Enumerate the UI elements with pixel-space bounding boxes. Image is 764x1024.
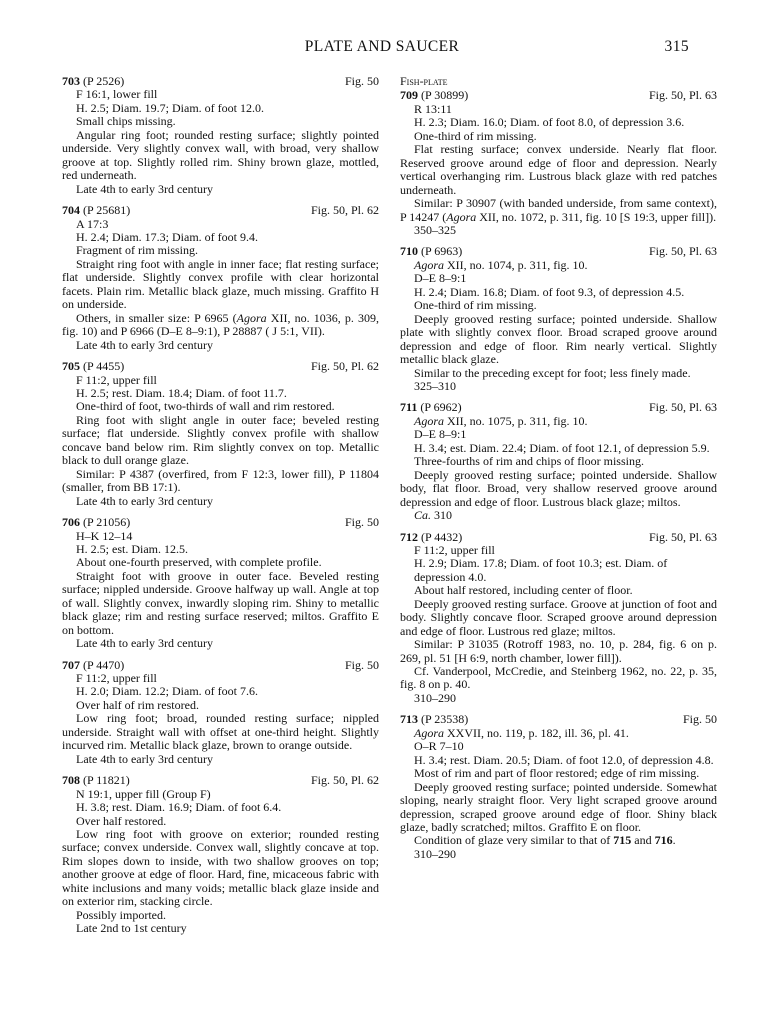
figure-reference: Fig. 50 xyxy=(682,712,717,727)
date-line: 325–310 xyxy=(414,378,456,393)
condition-line: About half restored, including center of floor. xyxy=(414,583,633,598)
date-line: Late 4th to early 3rd century xyxy=(76,493,213,508)
similar-text: Similar: P 30907 (with banded underside, from same context), P 14247 ( xyxy=(400,196,717,224)
agora-title: Agora xyxy=(414,725,444,740)
inventory-number: (P 2526) xyxy=(83,74,125,88)
similar-note: Similar: P 4387 (overfired, from F 12:3, lower fill), P 11804 (smaller, from BB 17:1). xyxy=(62,466,379,495)
inventory-number: (P 25681) xyxy=(83,203,131,218)
entry-number: 711 xyxy=(400,400,418,415)
cross-reference-716: 716 xyxy=(654,833,673,848)
running-head xyxy=(0,38,764,58)
figure-reference: Fig. 50, Pl. 63 xyxy=(648,400,717,415)
entry-number: 704 xyxy=(62,203,80,218)
date-line: Late 4th to early 3rd century xyxy=(76,636,213,651)
dimensions-line: H. 2.4; Diam. 16.8; Diam. of foot 9.3, of depression 4.5. xyxy=(414,284,685,299)
note-text: . xyxy=(672,833,676,848)
entry-header xyxy=(62,75,379,88)
similar-note: Similar to the preceding except for foot; less finely made. xyxy=(414,365,691,380)
description: Low ring foot with groove on exterior; rounded resting surface; convex underside. Convex wall, slightly concave at top. Rim slopes down to inside, with two shallow grooves on top; another groove at edge of floor. Hard, fine, micaceous fabric with white inclusions and many voids; metallic black glaze inside and on exterior rim, stacking circle. xyxy=(62,827,379,909)
description: Angular ring foot; rounded resting surface; slightly pointed underside. Very slightly convex wall, with broad, very shallow groove at top. Slightly rolled rim. Shiny brown glaze, mottled, red underneath. xyxy=(62,127,379,183)
others-text: XII, no. 1036, p. 309, fig. 10) and P 6966 (D–E 8–9:1), P 28887 ( J 5:1, VII). xyxy=(62,310,379,339)
figure-reference: Fig. 50 xyxy=(344,74,379,88)
date-line: 310–290 xyxy=(414,690,456,705)
description: Flat resting surface; convex underside. Nearly flat floor. Reserved groove around edge of floor and depression. Nearly vertical overhanging rim. Lustrous black glaze with red patches underneath. xyxy=(400,142,717,197)
figure-reference: Fig. 50, Pl. 62 xyxy=(310,203,379,218)
entry-header xyxy=(62,774,379,787)
deposit-line: O–R 7–10 xyxy=(414,739,464,754)
figure-reference: Fig. 50, Pl. 63 xyxy=(648,244,717,259)
description: Deeply grooved resting surface; pointed underside. Shallow plate with slightly convex floor. Broad scraped groove around depression and edge of floor. Rim nearly vertical. Slightly metallic black glaze. xyxy=(400,311,717,367)
section-title: Fish-plate xyxy=(400,74,448,88)
entry-number: 708 xyxy=(62,773,80,788)
deposit-line: A 17:3 xyxy=(76,216,109,231)
entry-header xyxy=(62,204,379,217)
inventory-number: (P 4470) xyxy=(83,657,125,672)
others-text: Others, in smaller size: P 6965 ( xyxy=(76,310,237,325)
catalogue-entry-707 xyxy=(62,659,379,767)
inventory-number: (P 23538) xyxy=(421,712,469,727)
description: Straight foot with groove in outer face. Beveled resting surface; nippled underside. Groove halfway up wall. Angle at top of wall. Slightly convex, inwardly sloping rim. Shiny to metallic black glaze; rim and resting surface reserved; miltos. Graffito E on bottom. xyxy=(62,568,379,637)
agora-title: Agora xyxy=(414,257,444,272)
right-column xyxy=(400,75,717,869)
left-column xyxy=(62,75,379,944)
entry-header xyxy=(400,713,717,726)
figure-reference: Fig. 50, Pl. 62 xyxy=(310,359,379,374)
date-line: Late 4th to early 3rd century xyxy=(76,181,213,196)
agora-title: Agora xyxy=(236,310,267,325)
deposit-line: F 11:2, upper fill xyxy=(76,671,157,686)
cross-reference-715: 715 xyxy=(613,833,632,848)
inventory-number: (P 30899) xyxy=(421,88,469,103)
description: Straight ring foot with angle in inner face; flat resting surface; flat underside. Slightly convex profile with clear horizontal facets. Plain rim. Metallic black glaze, much missing. Graffito H on underside. xyxy=(62,256,379,312)
entry-header xyxy=(62,516,379,529)
date-line: Late 2nd to 1st century xyxy=(76,921,187,936)
page-number: 315 xyxy=(664,38,689,55)
figure-reference: Fig. 50, Pl. 63 xyxy=(648,529,717,544)
description: Deeply grooved resting surface; pointed underside. Shallow body, flat floor. Broad, very shallow reserved groove around depression and edge of floor. Lustrous black glaze; miltos. xyxy=(400,467,717,509)
deposit-line: N 19:1, upper fill (Group F) xyxy=(76,786,211,801)
similar-note xyxy=(400,197,717,224)
similar-note: Similar: P 31035 (Rotroff 1983, no. 10, p. 284, fig. 6 on p. 269, pl. 51 [H 6:9, north chamber, lower fill]). xyxy=(400,637,717,665)
publication-reference xyxy=(400,259,717,272)
agora-title: Agora xyxy=(446,209,477,224)
figure-reference: Fig. 50 xyxy=(344,515,379,530)
dimensions-line: H. 2.0; Diam. 12.2; Diam. of foot 7.6. xyxy=(76,684,258,699)
inventory-number: (P 6963) xyxy=(421,244,463,259)
deposit-line: D–E 8–9:1 xyxy=(414,427,467,442)
similar-text: XII, no. 1072, p. 311, fig. 10 [S 19:3, upper fill]). xyxy=(476,209,717,224)
figure-reference: Fig. 50, Pl. 63 xyxy=(648,88,717,103)
figure-reference: Fig. 50 xyxy=(344,657,379,672)
others-note xyxy=(62,312,379,339)
dimensions-line: H. 2.4; Diam. 17.3; Diam. of foot 9.4. xyxy=(76,229,258,244)
dimensions-line: H. 2.9; Diam. 17.8; Diam. of foot 10.3; est. Diam. of depression 4.0. xyxy=(414,556,668,584)
note-text: and xyxy=(631,833,655,848)
note-line: Possibly imported. xyxy=(76,907,167,922)
entry-number: 712 xyxy=(400,529,418,544)
comparison-note: Cf. Vanderpool, McCredie, and Steinberg 1962, no. 22, p. 35, fig. 8 on p. 40. xyxy=(400,664,717,692)
entry-header xyxy=(400,89,717,102)
date-line: Late 4th to early 3rd century xyxy=(76,751,213,766)
circa-label: Ca. xyxy=(414,508,432,523)
entry-header xyxy=(400,245,717,258)
condition-line: Over half of rim restored. xyxy=(76,697,199,712)
inventory-number: (P 11821) xyxy=(83,773,130,788)
condition-line: Fragment of rim missing. xyxy=(76,243,198,258)
condition-line: Small chips missing. xyxy=(76,114,176,129)
condition-line: One-third of rim missing. xyxy=(414,298,537,313)
entry-header xyxy=(400,401,717,414)
date-line: 350–325 xyxy=(414,222,456,237)
entry-number: 713 xyxy=(400,712,418,727)
inventory-number: (P 4455) xyxy=(83,359,125,374)
condition-line: Over half restored. xyxy=(76,813,167,828)
description: Ring foot with slight angle in outer face; beveled resting surface; flat underside. Slightly convex profile with shallow concave band below rim. Rim slightly convex on top. Metallic black to dull orange glaze. xyxy=(62,412,379,468)
running-title: PLATE AND SAUCER xyxy=(304,38,460,55)
entry-header xyxy=(400,531,717,544)
description: Deeply grooved resting surface; pointed underside. Somewhat sloping, nearly straight floor. Very light scraped groove around depression, scraped groove around edge of floor. Shiny black glaze, badly scratched; miltos. Graffito E on floor. xyxy=(400,779,717,835)
publication-reference xyxy=(400,415,717,428)
catalogue-entry-711 xyxy=(400,401,717,522)
dimensions-line: H. 2.5; rest. Diam. 18.4; Diam. of foot 11.7. xyxy=(76,385,287,400)
dimensions-line: H. 2.5; Diam. 19.7; Diam. of foot 12.0. xyxy=(76,100,264,115)
catalogue-entry-710 xyxy=(400,245,717,393)
deposit-line: F 11:2, upper fill xyxy=(414,542,495,557)
condition-line: Three-fourths of rim and chips of floor missing. xyxy=(414,454,644,469)
reference-text: XII, no. 1074, p. 311, fig. 10. xyxy=(444,257,588,272)
dimensions-line: H. 3.4; est. Diam. 22.4; Diam. of foot 12.1, of depression 5.9. xyxy=(414,440,710,455)
entry-number: 706 xyxy=(62,515,80,530)
inventory-number: (P 6962) xyxy=(420,400,462,415)
dimensions-line: H. 2.5; est. Diam. 12.5. xyxy=(76,541,188,556)
entry-number: 705 xyxy=(62,359,80,374)
note-text: Condition of glaze very similar to that of xyxy=(414,833,614,848)
deposit-line: F 16:1, lower fill xyxy=(76,87,158,102)
entry-header xyxy=(62,360,379,373)
figure-reference: Fig. 50, Pl. 62 xyxy=(310,773,379,788)
catalogue-entry-705 xyxy=(62,360,379,508)
reference-text: XXVII, no. 119, p. 182, ill. 36, pl. 41. xyxy=(444,725,629,740)
agora-title: Agora xyxy=(414,413,444,428)
inventory-number: (P 21056) xyxy=(83,515,131,530)
condition-line: One-third of rim missing. xyxy=(414,128,537,143)
deposit-line: R 13:11 xyxy=(414,101,452,116)
description: Low ring foot; broad, rounded resting surface; nippled underside. Straight wall with offset at one-third height. Slightly incurved rim. Metallic black glaze, brown to orange outside. xyxy=(62,711,379,753)
catalogue-entry-706 xyxy=(62,516,379,651)
condition-line: About one-fourth preserved, with complete profile. xyxy=(76,555,322,570)
condition-line: One-third of foot, two-thirds of wall and rim restored. xyxy=(76,399,335,414)
catalogue-entry-708 xyxy=(62,774,379,935)
reference-text: XII, no. 1075, p. 311, fig. 10. xyxy=(444,413,588,428)
entry-header xyxy=(62,659,379,672)
catalogue-entry-703 xyxy=(62,75,379,196)
dimensions-line: H. 3.8; rest. Diam. 16.9; Diam. of foot 6.4. xyxy=(76,800,282,815)
date-line xyxy=(400,509,717,522)
deposit-line: D–E 8–9:1 xyxy=(414,271,467,286)
catalogue-entry-713 xyxy=(400,713,717,861)
condition-line: Most of rim and part of floor restored; edge of rim missing. xyxy=(414,766,700,781)
date-line: Late 4th to early 3rd century xyxy=(76,337,213,352)
inventory-number: (P 4432) xyxy=(421,529,463,544)
catalogue-entry-704 xyxy=(62,204,379,352)
catalogue-entry-709 xyxy=(400,89,717,237)
date-value: 310 xyxy=(431,508,453,523)
entry-number: 710 xyxy=(400,244,418,259)
dimensions-line: H. 3.4; rest. Diam. 20.5; Diam. of foot 12.0, of depression 4.8. xyxy=(414,752,714,767)
glaze-condition-note xyxy=(400,834,717,847)
catalogue-entry-712 xyxy=(400,531,717,706)
deposit-line: F 11:2, upper fill xyxy=(76,372,157,387)
entry-number: 709 xyxy=(400,88,418,103)
dimensions-line: H. 2.3; Diam. 16.0; Diam. of foot 8.0, of depression 3.6. xyxy=(414,115,685,130)
publication-reference xyxy=(400,727,717,740)
date-line: 310–290 xyxy=(414,846,456,861)
description: Deeply grooved resting surface. Groove at junction of foot and body. Slightly concave floor. Scraped groove around depression and edge of floor. Lustrous red glaze; miltos. xyxy=(400,596,717,638)
entry-number: 703 xyxy=(62,74,80,88)
deposit-line: H–K 12–14 xyxy=(76,528,133,543)
entry-number: 707 xyxy=(62,657,80,672)
